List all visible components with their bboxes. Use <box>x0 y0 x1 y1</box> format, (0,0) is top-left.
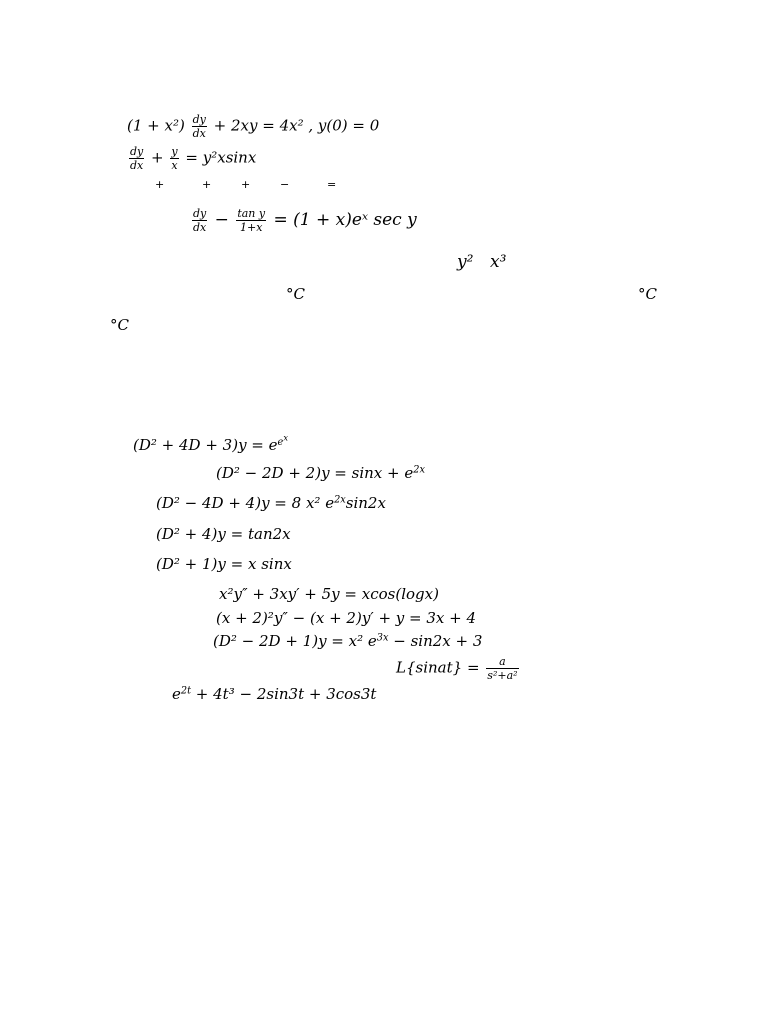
op3-exponent: 2x <box>334 494 346 506</box>
symbol-minus: − <box>280 178 290 191</box>
operator-equation-8 <box>213 634 482 649</box>
power-y-squared: y² <box>457 252 474 272</box>
equation-3-fraction-2 <box>236 208 266 233</box>
laplace-fraction <box>486 656 518 681</box>
equation-1-lhs: (1 + x²) <box>127 116 185 135</box>
fraction-denominator: 1+x <box>240 221 263 234</box>
op2-body: (D² − 2D + 2)y = sinx + e <box>216 464 414 482</box>
last-tail: + 4t³ − 2sin3t + 3cos3t <box>195 685 377 703</box>
op8-body: (D² − 2D + 1)y = x² e <box>213 632 377 650</box>
operator-equation-2 <box>216 466 425 481</box>
laplace-equation <box>396 656 521 681</box>
fraction-denominator: dx <box>192 127 206 140</box>
equation-1-rhs: + 2xy = 4x² , y(0) = 0 <box>213 116 380 135</box>
equation-2-fraction-2 <box>170 146 178 171</box>
power-x-cubed: x³ <box>490 252 507 272</box>
equation-2-rhs: = y²xsinx <box>185 148 257 167</box>
op1-exponent <box>277 432 288 448</box>
fraction-numerator: a <box>486 656 518 669</box>
fraction-numerator: dy <box>130 145 144 158</box>
op3-body: (D² − 4D + 4)y = 8 x² e <box>156 494 335 512</box>
minus-sign: − <box>214 210 229 230</box>
operator-equation-4: (D² + 4)y = tan2x <box>156 525 291 543</box>
fraction-denominator: dx <box>193 221 207 234</box>
operator-equation-6: x²y″ + 3xy′ + 5y = xcos(logx) <box>219 585 439 603</box>
operator-equation-1 <box>133 432 288 454</box>
plus-sign: + <box>151 148 164 167</box>
celsius-mark-2: °C <box>638 285 657 303</box>
equation-3 <box>190 208 417 233</box>
last-exponent: 2t <box>180 685 192 697</box>
fraction-numerator: y <box>171 145 178 158</box>
equation-2-fraction-1 <box>129 146 144 171</box>
symbol-plus-3: + <box>241 178 251 191</box>
last-base: e <box>172 685 181 703</box>
op1-body: (D² + 4D + 3)y = e <box>133 435 278 454</box>
symbol-plus-2: + <box>202 178 212 191</box>
fraction-denominator: dx <box>130 159 144 172</box>
op8-exponent: 3x <box>376 632 389 644</box>
equation-3-rhs: = (1 + x)eˣ sec y <box>273 210 417 230</box>
fraction-numerator: dy <box>193 207 207 220</box>
equation-3-fraction-1 <box>192 208 207 233</box>
op1-exponent-power: x <box>283 432 288 442</box>
op8-tail: − sin2x + 3 <box>393 632 483 650</box>
equation-1-fraction <box>192 114 207 139</box>
fraction-denominator: s²+a² <box>487 669 518 682</box>
fraction-numerator: dy <box>192 113 206 126</box>
equation-2 <box>127 146 256 171</box>
laplace-lhs: L{sinat} = <box>396 658 480 677</box>
op1-exponent-base: e <box>277 436 284 448</box>
function-expression <box>172 687 376 702</box>
op2-exponent: 2x <box>413 464 425 476</box>
operator-equation-3 <box>156 496 386 511</box>
operator-equation-7: (x + 2)²y″ − (x + 2)y′ + y = 3x + 4 <box>216 609 477 627</box>
fraction-numerator: tan y <box>237 207 266 220</box>
symbol-plus-1: + <box>155 178 165 191</box>
celsius-mark-3: °C <box>110 316 129 334</box>
operator-equation-5: (D² + 1)y = x sinx <box>156 555 292 573</box>
celsius-mark-1: °C <box>286 285 305 303</box>
op3-tail: sin2x <box>345 494 386 512</box>
symbol-equals: = <box>327 178 337 191</box>
fraction-denominator: x <box>171 159 178 172</box>
equation-1 <box>127 114 379 139</box>
